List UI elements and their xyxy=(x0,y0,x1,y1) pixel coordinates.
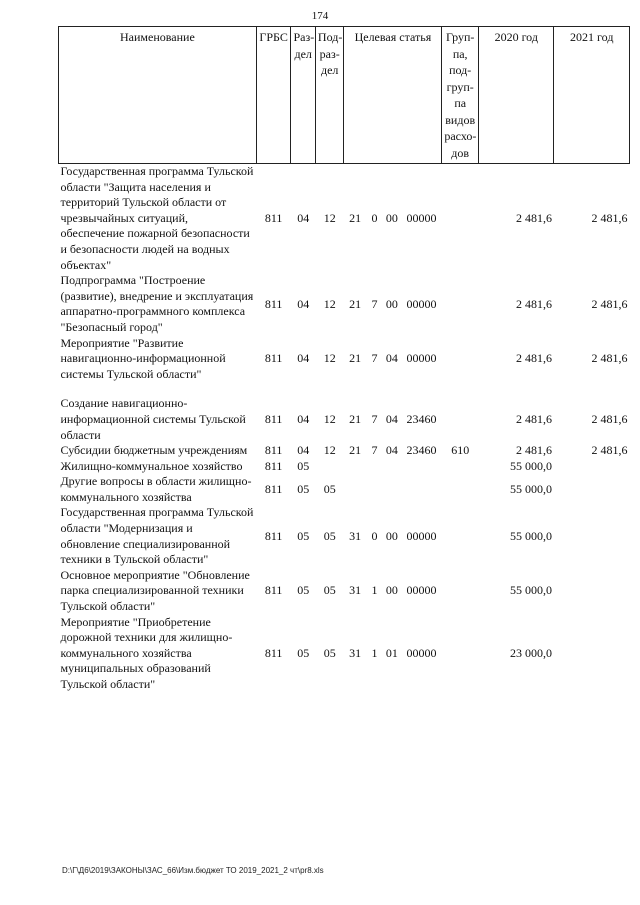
row-target-subprogram xyxy=(366,474,382,505)
row-podrazdel: 05 xyxy=(323,528,336,543)
row-expense-type xyxy=(442,615,479,693)
row-name: Жилищно-коммунальное хозяйство xyxy=(60,458,243,473)
table-row xyxy=(59,164,630,274)
row-razdel: 04 xyxy=(297,351,310,366)
row-target-program: 31 xyxy=(349,528,362,543)
table-row xyxy=(59,474,630,505)
row-amount-2021: 2 481,6 xyxy=(591,443,628,458)
row-amount-2020: 2 481,6 xyxy=(515,443,552,458)
row-target-direction: 00000 xyxy=(406,296,437,311)
row-grbs: 811 xyxy=(264,458,283,473)
row-expense-type: 610 xyxy=(451,443,470,458)
row-amount-2021 xyxy=(554,568,630,615)
row-razdel: 05 xyxy=(297,645,310,660)
row-target-event: 00 xyxy=(385,210,398,225)
row-amount-2021: 2 481,6 xyxy=(591,210,628,225)
row-grbs: 811 xyxy=(264,351,283,366)
row-target-subprogram: 7 xyxy=(371,296,378,311)
row-target-subprogram: 0 xyxy=(371,528,378,543)
row-expense-type xyxy=(442,474,479,505)
row-target-direction: 00000 xyxy=(406,210,437,225)
file-path-footer: D:\Г\Д6\2019\ЗАКОНЫ\ЗАС_66\Изм.бюджет ТО 2019_2021_2 чт\pr8.xls xyxy=(62,866,324,875)
header-2020: 2020 год xyxy=(479,27,554,164)
row-razdel: 04 xyxy=(297,210,310,225)
row-grbs: 811 xyxy=(264,296,283,311)
row-razdel: 05 xyxy=(297,583,310,598)
row-target-event: 00 xyxy=(385,296,398,311)
row-grbs: 811 xyxy=(264,411,283,426)
header-grbs: ГРБС xyxy=(256,27,291,164)
row-target-program: 21 xyxy=(349,210,362,225)
row-target-direction: 00000 xyxy=(406,528,437,543)
row-name: Создание навигационно-информационной системы Тульской области xyxy=(60,396,246,442)
row-expense-type xyxy=(442,273,479,335)
row-razdel: 05 xyxy=(297,482,310,497)
row-grbs: 811 xyxy=(264,528,283,543)
row-amount-2020: 23 000,0 xyxy=(509,645,552,660)
row-target-program: 31 xyxy=(349,583,362,598)
table-header xyxy=(59,27,630,164)
row-grbs: 811 xyxy=(264,210,283,225)
row-target-subprogram: 7 xyxy=(371,351,378,366)
row-amount-2020: 2 481,6 xyxy=(515,296,552,311)
row-name: Основное мероприятие "Обновление парка специализированной техники Тульской области" xyxy=(60,567,250,614)
row-target-event: 01 xyxy=(385,645,398,660)
table-row xyxy=(59,273,630,335)
row-razdel: 04 xyxy=(297,411,310,426)
row-name: Мероприятие "Развитие навигационно-информационной системы Тульской области" xyxy=(60,335,226,381)
row-razdel: 04 xyxy=(297,443,310,458)
row-target-event: 04 xyxy=(385,411,398,426)
row-amount-2021 xyxy=(554,459,630,475)
row-spacer xyxy=(59,382,630,396)
row-target-direction xyxy=(401,474,442,505)
row-grbs: 811 xyxy=(264,482,283,497)
row-amount-2020: 2 481,6 xyxy=(515,411,552,426)
row-target-program: 21 xyxy=(349,351,362,366)
header-razdel: Раз- дел xyxy=(291,27,315,164)
row-razdel: 05 xyxy=(297,528,310,543)
table-row xyxy=(59,443,630,459)
row-name: Государственная программа Тульской области "Модернизация и обновление специализированной техники в Тульской области" xyxy=(60,505,254,567)
row-amount-2021: 2 481,6 xyxy=(591,411,628,426)
row-podrazdel: 05 xyxy=(323,482,336,497)
row-target-subprogram: 0 xyxy=(371,210,378,225)
row-target-program: 21 xyxy=(349,296,362,311)
row-name: Подпрограмма "Построение (развитие), внедрение и эксплуатация аппаратно-программного комплекса "Безопасный город" xyxy=(60,273,254,334)
row-amount-2020: 55 000,0 xyxy=(509,482,552,497)
page-number: 174 xyxy=(311,10,329,22)
table-row xyxy=(59,568,630,615)
row-name: Государственная программа Тульской области "Защита населения и территорий Тульской области от чрезвычайных ситуаций, обеспечение пожарной безопасности и безопасности людей на водных объектах" xyxy=(60,164,254,272)
row-target-event: 04 xyxy=(385,443,398,458)
row-target-direction: 00000 xyxy=(406,645,437,660)
row-expense-type xyxy=(442,336,479,383)
row-name: Субсидии бюджетным учреждениям xyxy=(60,443,248,458)
row-grbs: 811 xyxy=(264,443,283,458)
row-podrazdel: 12 xyxy=(323,443,336,458)
row-amount-2020: 2 481,6 xyxy=(515,210,552,225)
row-target-direction: 23460 xyxy=(406,443,437,458)
row-expense-type xyxy=(442,459,479,475)
row-amount-2021: 2 481,6 xyxy=(591,296,628,311)
row-expense-type xyxy=(442,505,479,567)
row-target-program xyxy=(344,459,366,475)
row-target-subprogram xyxy=(366,459,382,475)
row-amount-2020: 55 000,0 xyxy=(509,583,552,598)
row-target-event: 04 xyxy=(385,351,398,366)
row-podrazdel: 12 xyxy=(323,411,336,426)
header-name: Наименование xyxy=(59,27,257,164)
row-target-event: 00 xyxy=(385,583,398,598)
row-amount-2020: 55 000,0 xyxy=(509,458,552,473)
row-target-program: 21 xyxy=(349,411,362,426)
header-podrazdel: Под- раз- дел xyxy=(315,27,344,164)
row-podrazdel: 05 xyxy=(323,583,336,598)
row-grbs: 811 xyxy=(264,583,283,598)
budget-table xyxy=(58,26,630,693)
row-target-program: 31 xyxy=(349,645,362,660)
row-amount-2021 xyxy=(554,474,630,505)
row-target-subprogram: 7 xyxy=(371,443,378,458)
row-amount-2020: 55 000,0 xyxy=(509,528,552,543)
row-target-subprogram: 1 xyxy=(371,583,378,598)
row-amount-2021 xyxy=(554,505,630,567)
row-target-direction xyxy=(401,459,442,475)
row-podrazdel: 12 xyxy=(323,210,336,225)
row-target-event: 00 xyxy=(385,528,398,543)
row-target-program xyxy=(344,474,366,505)
row-target-subprogram: 7 xyxy=(371,411,378,426)
row-amount-2021: 2 481,6 xyxy=(591,351,628,366)
row-podrazdel: 12 xyxy=(323,296,336,311)
header-target-article: Целевая статья xyxy=(344,27,442,164)
row-expense-type xyxy=(442,396,479,443)
header-2021: 2021 год xyxy=(554,27,630,164)
table-body xyxy=(59,164,630,693)
row-expense-type xyxy=(442,164,479,274)
row-podrazdel xyxy=(315,459,344,475)
row-razdel: 04 xyxy=(297,296,310,311)
table-row xyxy=(59,459,630,475)
table-row xyxy=(59,336,630,383)
row-expense-type xyxy=(442,568,479,615)
row-target-direction: 23460 xyxy=(406,411,437,426)
header-expense-type: Груп- па, под- груп- па видов расхо- дов xyxy=(442,27,479,164)
row-target-event xyxy=(383,459,401,475)
row-target-subprogram: 1 xyxy=(371,645,378,660)
row-target-program: 21 xyxy=(349,443,362,458)
row-razdel: 05 xyxy=(297,458,310,473)
row-target-direction: 00000 xyxy=(406,351,437,366)
row-target-event xyxy=(383,474,401,505)
row-podrazdel: 05 xyxy=(323,645,336,660)
row-amount-2021 xyxy=(554,615,630,693)
row-target-direction: 00000 xyxy=(406,583,437,598)
row-podrazdel: 12 xyxy=(323,351,336,366)
row-name: Другие вопросы в области жилищно-коммунального хозяйства xyxy=(60,474,252,504)
table-row xyxy=(59,505,630,567)
table-row xyxy=(59,396,630,443)
table-row xyxy=(59,615,630,693)
row-name: Мероприятие "Приобретение дорожной техники для жилищно-коммунального хозяйства муниципальных образований Тульской области" xyxy=(60,614,233,691)
row-grbs: 811 xyxy=(264,645,283,660)
row-amount-2020: 2 481,6 xyxy=(515,351,552,366)
